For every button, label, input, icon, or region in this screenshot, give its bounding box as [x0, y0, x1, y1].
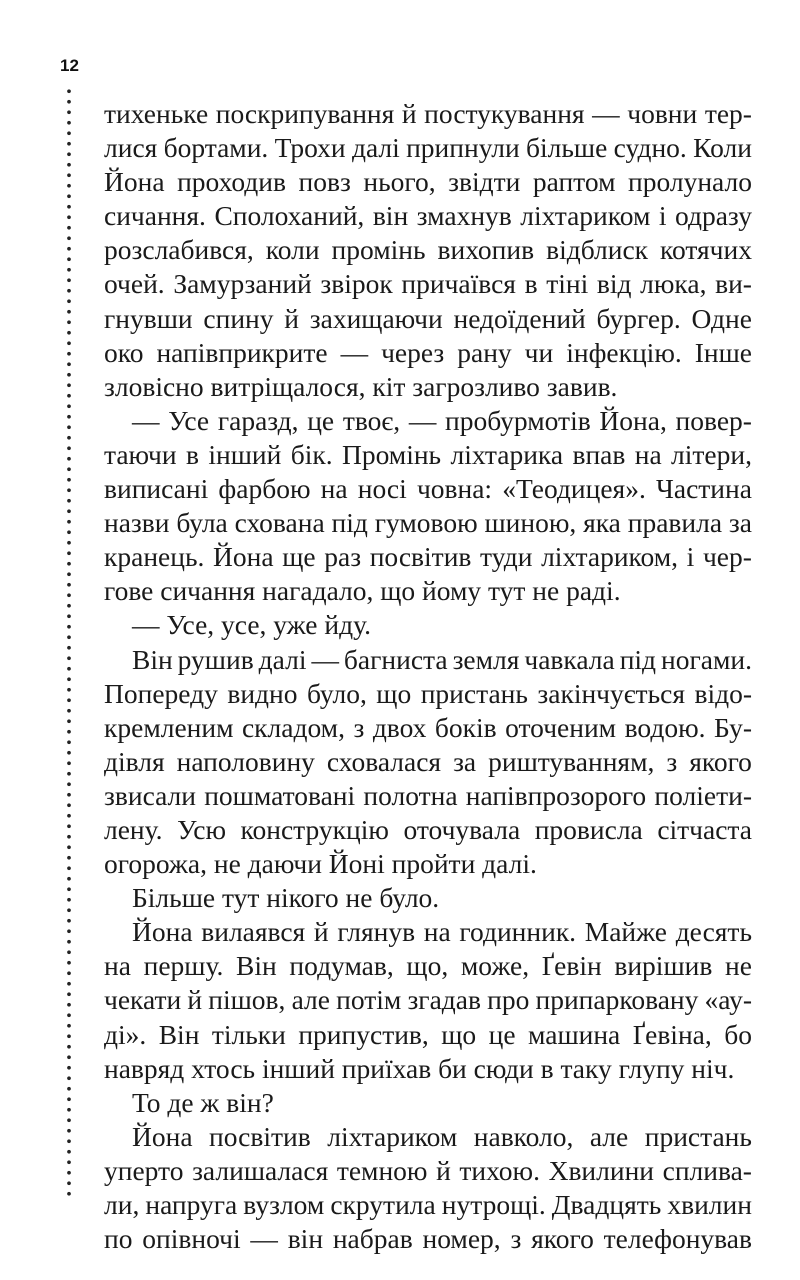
word: навколо, — [473, 1120, 574, 1152]
word: — — [311, 643, 339, 675]
text-line — [104, 779, 752, 813]
word: Ґевіна, — [632, 1018, 712, 1050]
word: рушив — [177, 643, 254, 675]
word: бо — [724, 1018, 752, 1050]
word: Бу- — [713, 711, 752, 743]
word: подумав, — [289, 950, 394, 982]
text-line: гове сичання нагадало, що йому тут не раді. — [104, 575, 621, 607]
word: припустив, — [298, 1018, 429, 1050]
word: Він — [132, 643, 173, 675]
word: ви- — [715, 268, 752, 300]
word: тільки — [211, 1018, 286, 1050]
word: він — [287, 1223, 324, 1255]
word: тихою. — [459, 1154, 540, 1186]
word: що — [376, 677, 412, 709]
word: недоїдений — [453, 302, 586, 334]
word: пролунало — [628, 166, 752, 198]
word: змахнув — [416, 200, 512, 232]
word: сітчаста — [657, 813, 752, 845]
text-line — [104, 1154, 752, 1188]
word: ліхтариком — [327, 1120, 458, 1152]
word: чер- — [702, 541, 752, 573]
word: пробурмотів — [445, 404, 591, 436]
word: з — [666, 745, 678, 777]
word: на — [104, 950, 131, 982]
text-line: То де ж він? — [132, 1086, 274, 1118]
word: ліхтариком — [520, 200, 651, 232]
word: сховалася — [326, 745, 442, 777]
word: не — [725, 950, 752, 982]
text-line — [104, 983, 752, 1017]
word: Йона — [213, 541, 274, 573]
word: першу. — [143, 950, 224, 982]
word: телефонував — [603, 1223, 752, 1255]
word: бургер. — [596, 302, 681, 334]
word: потім — [336, 984, 402, 1016]
word: пристань — [420, 677, 528, 709]
word: й — [313, 916, 329, 948]
word: чи — [524, 336, 554, 368]
word: Усю — [177, 813, 226, 845]
word: захищаючи — [309, 302, 443, 334]
word: правила — [627, 507, 723, 539]
word: шиною, — [484, 507, 577, 539]
word: і — [658, 200, 667, 232]
word: наполовину — [176, 745, 315, 777]
word: й — [401, 98, 417, 129]
word: коли — [265, 234, 320, 266]
word: водою. — [624, 711, 706, 743]
word: — — [408, 404, 437, 436]
word: ногами. — [661, 643, 752, 675]
word: раптом — [532, 166, 616, 198]
word: номер, — [422, 1223, 501, 1255]
word: — — [592, 98, 620, 129]
word: фарбою — [218, 473, 311, 505]
word: тіні — [546, 268, 589, 300]
text-line — [104, 949, 752, 983]
word: Він — [158, 1018, 200, 1050]
word: опівночі — [142, 1223, 241, 1255]
word: залишалася — [192, 1154, 329, 1186]
text-line — [104, 643, 752, 677]
word: пішов, — [208, 984, 286, 1016]
word: може, — [460, 950, 530, 982]
word: оточеним — [505, 711, 617, 743]
word: спину — [203, 302, 274, 334]
word: полотна — [363, 779, 458, 811]
word: хвилин — [667, 1189, 752, 1220]
word: звисали — [104, 779, 196, 811]
text-line — [104, 745, 752, 779]
word: лену. — [104, 813, 163, 845]
text-line — [104, 438, 752, 472]
word: промінь — [331, 234, 426, 266]
text-line — [104, 267, 752, 301]
text-line — [104, 1018, 752, 1052]
word: поскрипування — [215, 98, 395, 129]
word: рану — [457, 336, 512, 368]
word: Усе — [168, 404, 210, 436]
word: риштуванням, — [488, 745, 655, 777]
word: це — [307, 404, 335, 436]
word: Трохи — [274, 132, 346, 164]
word: «ау- — [704, 984, 752, 1016]
word: тер- — [704, 98, 752, 129]
word: припарковану — [535, 984, 699, 1016]
word: Йона — [104, 166, 165, 198]
word: гаразд, — [217, 404, 299, 436]
word: вузлом — [243, 1189, 325, 1220]
word: Він — [236, 950, 277, 982]
word: й — [436, 1154, 451, 1186]
text-line: навряд хтось інший приїхав би сюди в таку глупу ніч. — [104, 1052, 735, 1084]
word: твоє, — [342, 404, 401, 436]
word: проходив — [177, 166, 286, 198]
word: Майже — [584, 916, 667, 948]
word: звірок — [320, 268, 393, 300]
text-line — [104, 336, 752, 370]
word: і — [686, 541, 695, 573]
word: скрутила — [330, 1189, 436, 1220]
text-line: огорожа, не даючи Йоні пройти далі. — [104, 848, 537, 880]
word: десять — [675, 916, 752, 948]
word: Двадцять — [551, 1189, 662, 1220]
word: посвітив — [209, 1120, 311, 1152]
word: ли, — [104, 1189, 140, 1220]
word: але — [589, 1120, 629, 1152]
word: далі — [258, 643, 307, 675]
word: конструкцію — [240, 813, 389, 845]
word: що — [441, 1018, 477, 1050]
word: за — [453, 745, 477, 777]
word: за — [728, 507, 752, 539]
word: котячих — [660, 234, 752, 266]
word: — — [250, 1223, 278, 1255]
word: з — [510, 1223, 522, 1255]
word: Попереду — [104, 677, 218, 709]
word: причаївся — [401, 268, 516, 300]
word: впав — [572, 438, 626, 470]
word: Сполоханий, — [214, 200, 365, 232]
word: під — [331, 507, 368, 539]
word: інший — [208, 438, 282, 470]
text-line — [104, 1188, 752, 1222]
text-line — [104, 711, 752, 745]
word: око — [104, 336, 144, 368]
word: Промінь — [341, 438, 442, 470]
word: пристань — [644, 1120, 752, 1152]
word: на — [634, 438, 662, 470]
word: це — [488, 1018, 516, 1050]
word: більше — [526, 132, 608, 164]
text-line — [104, 1222, 752, 1256]
word: в — [524, 268, 538, 300]
body-text — [104, 97, 752, 1256]
word: ліхтариком, — [541, 541, 679, 573]
text-line — [104, 131, 752, 165]
word: лися — [104, 132, 158, 164]
word: очей. — [104, 268, 165, 300]
word: бортами. — [163, 132, 269, 164]
word: напруга — [145, 1189, 238, 1220]
word: розслабився, — [104, 234, 254, 266]
word: — — [340, 336, 369, 368]
word: машина — [528, 1018, 621, 1050]
word: боків — [434, 711, 497, 743]
text-line — [104, 813, 752, 847]
text-line — [104, 677, 752, 711]
text-line — [104, 165, 752, 199]
word: під — [619, 643, 657, 675]
word: Йона, — [599, 404, 667, 436]
word: звідти — [448, 166, 521, 198]
text-line — [104, 540, 752, 574]
word: кремленим — [104, 711, 234, 743]
word: складом, — [241, 711, 345, 743]
word: провисла — [534, 813, 643, 845]
word: відблиск — [546, 234, 649, 266]
word: Йона — [132, 916, 193, 948]
word: назви — [104, 507, 170, 539]
word: напівприкрите — [156, 336, 328, 368]
word: повер- — [675, 404, 752, 436]
word: Частина — [656, 473, 752, 505]
word: судно. — [613, 132, 687, 164]
word: дівля — [104, 745, 165, 777]
word: на — [320, 473, 348, 505]
dotted-margin-rule — [66, 86, 72, 1198]
word: Ґевін — [541, 950, 602, 982]
word: але — [291, 984, 330, 1016]
word: годинник. — [459, 916, 577, 948]
word: нутрощі. — [441, 1189, 546, 1220]
word: поліети- — [654, 779, 752, 811]
word: Замурзаний — [173, 268, 312, 300]
word: згадав — [407, 984, 481, 1016]
word: оточувала — [403, 813, 521, 845]
text-line — [104, 472, 752, 506]
text-line — [104, 1120, 752, 1154]
text-line — [104, 97, 752, 131]
word: ще — [282, 541, 316, 573]
word: Йона — [132, 1120, 193, 1152]
word: схована — [234, 507, 325, 539]
word: й — [284, 302, 299, 334]
word: він — [372, 200, 409, 232]
word: Хвилини — [548, 1154, 655, 1186]
word: вилаявся — [201, 916, 306, 948]
word: в — [185, 438, 199, 470]
word: одразу — [675, 200, 752, 232]
word: було, — [306, 677, 367, 709]
text-line — [104, 915, 752, 949]
text-line: — Усе, усе, уже йду. — [132, 609, 371, 641]
word: чекати — [104, 984, 182, 1016]
word: Коли — [693, 132, 752, 164]
word: й — [187, 984, 203, 1016]
word: закінчується — [537, 677, 685, 709]
word: літери, — [671, 438, 752, 470]
word: видно — [227, 677, 298, 709]
word: ліхтарика — [450, 438, 564, 470]
word: таючи — [104, 438, 177, 470]
word: сичання. — [104, 200, 206, 232]
text-line: Більше тут нікого не було. — [132, 882, 440, 914]
word: вирішив — [614, 950, 713, 982]
text-line — [104, 233, 752, 267]
word: люка, — [640, 268, 707, 300]
word: темною — [336, 1154, 428, 1186]
word: через — [381, 336, 445, 368]
word: тихеньке — [104, 98, 209, 129]
word: багниста — [343, 643, 448, 675]
word: відо- — [694, 677, 752, 709]
word: припнули — [406, 132, 520, 164]
word: якого — [689, 745, 752, 777]
word: про — [487, 984, 530, 1016]
word: уперто — [104, 1154, 184, 1186]
word: ді». — [104, 1018, 147, 1050]
word: чавкала — [524, 643, 615, 675]
word: носі — [357, 473, 407, 505]
word: «Теодицея». — [502, 473, 646, 505]
word: повз — [298, 166, 351, 198]
page-number: 12 — [60, 56, 79, 75]
text-line — [104, 199, 752, 233]
word: яка — [583, 507, 621, 539]
word: далі — [351, 132, 400, 164]
word: вихопив — [437, 234, 535, 266]
word: земля — [452, 643, 520, 675]
text-line — [104, 404, 752, 438]
text-line: зловісно витріщалося, кіт загрозливо завив. — [104, 370, 618, 402]
word: інфекцію. — [566, 336, 682, 368]
word: Інше — [694, 336, 752, 368]
word: на — [423, 916, 451, 948]
word: човна: — [416, 473, 493, 505]
word: була — [176, 507, 228, 539]
word: Одне — [691, 302, 752, 334]
word: раз — [324, 541, 362, 573]
word: кранець. — [104, 541, 205, 573]
word: постукування — [424, 98, 585, 129]
word: човни — [627, 98, 698, 129]
word: що, — [406, 950, 449, 982]
text-line — [104, 506, 752, 540]
word: бік. — [290, 438, 333, 470]
word: по — [104, 1223, 133, 1255]
word: двох — [372, 711, 427, 743]
word: пошматовані — [204, 779, 356, 811]
word: туди — [480, 541, 533, 573]
word: посвітив — [369, 541, 472, 573]
word: гнувши — [104, 302, 193, 334]
word: виписані — [104, 473, 209, 505]
word: — — [132, 404, 160, 436]
word: гумовою — [374, 507, 478, 539]
word: від — [596, 268, 632, 300]
word: нього, — [363, 166, 436, 198]
word: напівпрозорого — [465, 779, 647, 811]
text-line — [104, 302, 752, 336]
word: набрав — [332, 1223, 413, 1255]
word: якого — [531, 1223, 594, 1255]
word: з — [353, 711, 365, 743]
word: сплива- — [662, 1154, 752, 1186]
word: глянув — [337, 916, 416, 948]
